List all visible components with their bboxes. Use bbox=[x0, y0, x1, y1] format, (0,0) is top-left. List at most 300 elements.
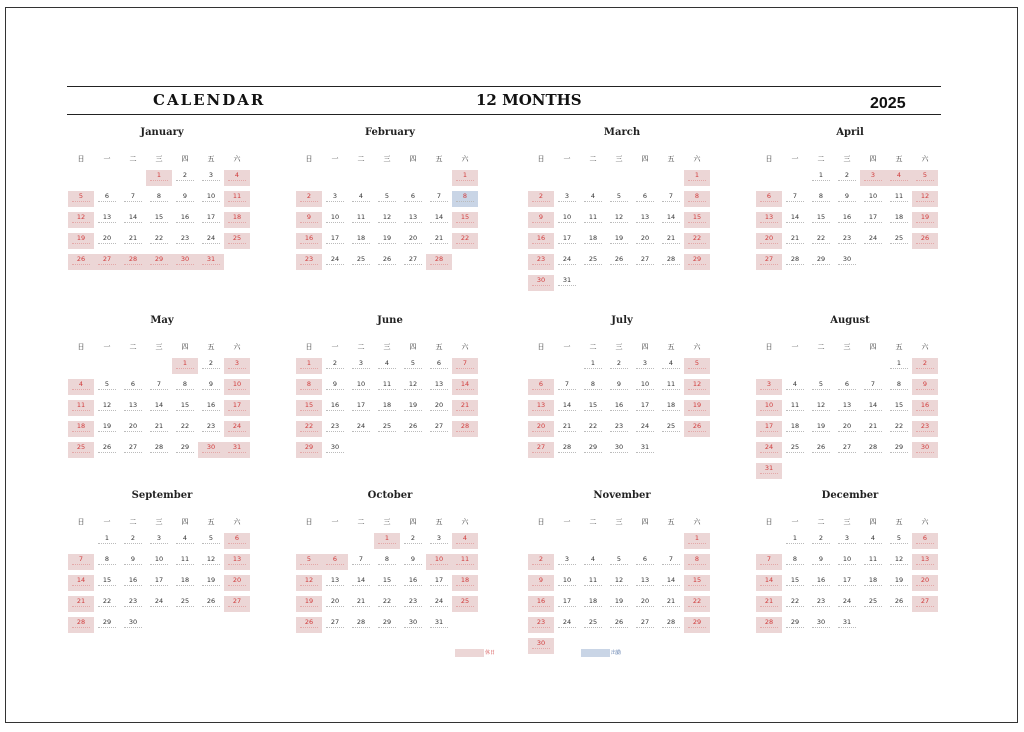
day-cell bbox=[632, 554, 658, 570]
day-cell bbox=[886, 533, 912, 549]
lunar-subtext bbox=[838, 264, 856, 266]
day-number: 26 bbox=[692, 422, 702, 430]
lunar-subtext bbox=[662, 243, 680, 245]
lunar-subtext bbox=[760, 410, 778, 412]
lunar-subtext bbox=[838, 222, 856, 224]
day-cell bbox=[684, 233, 710, 249]
day-cell bbox=[322, 617, 348, 633]
weekday-label: 五 bbox=[895, 155, 903, 163]
lunar-subtext bbox=[636, 452, 654, 454]
day-number: 15 bbox=[894, 401, 904, 409]
lunar-subtext bbox=[404, 264, 422, 266]
lunar-subtext bbox=[430, 585, 448, 587]
lunar-subtext bbox=[456, 585, 474, 587]
day-number: 14 bbox=[76, 576, 86, 584]
day-number: 9 bbox=[844, 192, 850, 200]
day-number: 5 bbox=[922, 171, 928, 179]
day-number: 12 bbox=[920, 192, 930, 200]
day-cell bbox=[452, 170, 478, 186]
day-number: 16 bbox=[128, 576, 138, 584]
lunar-subtext bbox=[98, 222, 116, 224]
day-number: 26 bbox=[920, 234, 930, 242]
day-cell bbox=[606, 191, 632, 207]
day-cell bbox=[68, 400, 94, 416]
day-cell bbox=[400, 233, 426, 249]
lunar-subtext bbox=[636, 606, 654, 608]
weekday-label: 五 bbox=[895, 343, 903, 351]
day-cell bbox=[808, 254, 834, 270]
day-number: 27 bbox=[232, 597, 242, 605]
lunar-subtext bbox=[456, 368, 474, 370]
day-cell bbox=[120, 421, 146, 437]
day-cell bbox=[452, 400, 478, 416]
day-number: 17 bbox=[764, 422, 774, 430]
day-cell bbox=[452, 379, 478, 395]
day-number: 24 bbox=[154, 597, 164, 605]
lunar-subtext bbox=[202, 180, 220, 182]
day-cell bbox=[606, 254, 632, 270]
day-number: 2 bbox=[410, 534, 416, 542]
day-cell bbox=[322, 421, 348, 437]
day-number: 6 bbox=[234, 534, 240, 542]
month-name: October bbox=[367, 490, 413, 501]
day-number: 23 bbox=[304, 255, 314, 263]
day-number: 28 bbox=[562, 443, 572, 451]
day-number: 11 bbox=[588, 213, 598, 221]
weekday-label: 日 bbox=[537, 155, 545, 163]
day-cell bbox=[120, 442, 146, 458]
day-number: 28 bbox=[128, 255, 138, 263]
day-number: 3 bbox=[358, 359, 364, 367]
day-cell bbox=[452, 533, 478, 549]
day-number: 5 bbox=[694, 359, 700, 367]
lunar-subtext bbox=[636, 410, 654, 412]
day-number: 10 bbox=[640, 380, 650, 388]
day-number: 3 bbox=[564, 192, 570, 200]
lunar-subtext bbox=[404, 627, 422, 629]
lunar-subtext bbox=[890, 389, 908, 391]
day-cell bbox=[348, 254, 374, 270]
lunar-subtext bbox=[838, 452, 856, 454]
lunar-subtext bbox=[228, 243, 246, 245]
day-cell bbox=[224, 400, 250, 416]
day-cell bbox=[886, 358, 912, 374]
months-title: 12 MONTHS bbox=[476, 91, 582, 109]
lunar-subtext bbox=[636, 222, 654, 224]
day-number: 9 bbox=[538, 576, 544, 584]
day-cell bbox=[94, 596, 120, 612]
lunar-subtext bbox=[532, 452, 550, 454]
day-number: 30 bbox=[816, 618, 826, 626]
day-cell bbox=[348, 358, 374, 374]
day-number: 30 bbox=[536, 276, 546, 284]
weekday-label: 五 bbox=[895, 518, 903, 526]
lunar-subtext bbox=[404, 564, 422, 566]
day-number: 17 bbox=[562, 234, 572, 242]
weekday-label: 六 bbox=[693, 155, 701, 163]
day-number: 26 bbox=[304, 618, 314, 626]
day-number: 9 bbox=[922, 380, 928, 388]
lunar-subtext bbox=[124, 564, 142, 566]
lunar-subtext bbox=[404, 431, 422, 433]
day-cell bbox=[580, 421, 606, 437]
day-cell bbox=[684, 400, 710, 416]
day-number: 6 bbox=[538, 380, 544, 388]
day-cell bbox=[68, 596, 94, 612]
day-cell bbox=[580, 212, 606, 228]
day-cell bbox=[886, 191, 912, 207]
day-cell bbox=[632, 358, 658, 374]
day-number: 22 bbox=[588, 422, 598, 430]
day-number: 5 bbox=[78, 192, 84, 200]
day-number: 6 bbox=[844, 380, 850, 388]
weekday-label: 二 bbox=[357, 155, 365, 163]
day-cell bbox=[684, 421, 710, 437]
day-cell bbox=[606, 596, 632, 612]
day-number: 1 bbox=[384, 534, 390, 542]
lunar-subtext bbox=[98, 543, 116, 545]
weekday-label: 六 bbox=[461, 343, 469, 351]
day-number: 25 bbox=[356, 255, 366, 263]
lunar-subtext bbox=[456, 222, 474, 224]
lunar-subtext bbox=[202, 431, 220, 433]
day-number: 22 bbox=[692, 234, 702, 242]
lunar-subtext bbox=[176, 264, 194, 266]
lunar-subtext bbox=[610, 431, 628, 433]
day-cell bbox=[860, 379, 886, 395]
day-cell bbox=[886, 442, 912, 458]
day-cell bbox=[912, 596, 938, 612]
day-cell bbox=[322, 575, 348, 591]
lunar-subtext bbox=[864, 564, 882, 566]
day-cell bbox=[400, 254, 426, 270]
lunar-subtext bbox=[558, 564, 576, 566]
day-cell bbox=[94, 191, 120, 207]
lunar-subtext bbox=[890, 410, 908, 412]
day-cell bbox=[528, 638, 554, 654]
day-cell bbox=[860, 400, 886, 416]
lunar-subtext bbox=[890, 543, 908, 545]
day-number: 11 bbox=[180, 555, 190, 563]
day-number: 20 bbox=[128, 422, 138, 430]
day-cell bbox=[554, 575, 580, 591]
day-number: 18 bbox=[180, 576, 190, 584]
lunar-subtext bbox=[456, 243, 474, 245]
day-cell bbox=[658, 575, 684, 591]
day-number: 11 bbox=[666, 380, 676, 388]
day-number: 1 bbox=[694, 171, 700, 179]
day-cell bbox=[452, 596, 478, 612]
day-number: 8 bbox=[104, 555, 110, 563]
day-number: 22 bbox=[382, 597, 392, 605]
day-number: 27 bbox=[536, 443, 546, 451]
day-cell bbox=[120, 379, 146, 395]
day-cell bbox=[296, 442, 322, 458]
day-number: 28 bbox=[76, 618, 86, 626]
day-cell bbox=[94, 379, 120, 395]
day-cell bbox=[580, 254, 606, 270]
lunar-subtext bbox=[610, 243, 628, 245]
day-number: 28 bbox=[154, 443, 164, 451]
day-number: 2 bbox=[538, 192, 544, 200]
day-cell bbox=[782, 421, 808, 437]
lunar-subtext bbox=[430, 243, 448, 245]
weekday-label: 三 bbox=[383, 343, 391, 351]
day-number: 20 bbox=[640, 234, 650, 242]
lunar-subtext bbox=[430, 564, 448, 566]
day-number: 4 bbox=[384, 359, 390, 367]
day-cell bbox=[782, 254, 808, 270]
day-cell bbox=[296, 212, 322, 228]
lunar-subtext bbox=[430, 543, 448, 545]
day-cell bbox=[684, 254, 710, 270]
day-number: 12 bbox=[206, 555, 216, 563]
lunar-subtext bbox=[326, 222, 344, 224]
lunar-subtext bbox=[98, 389, 116, 391]
lunar-subtext bbox=[352, 431, 370, 433]
day-number: 3 bbox=[564, 555, 570, 563]
day-number: 12 bbox=[816, 401, 826, 409]
lunar-subtext bbox=[176, 431, 194, 433]
month-name: December bbox=[821, 490, 879, 501]
day-number: 1 bbox=[694, 534, 700, 542]
day-number: 3 bbox=[436, 534, 442, 542]
day-number: 30 bbox=[920, 443, 930, 451]
day-cell bbox=[808, 617, 834, 633]
lunar-subtext bbox=[176, 201, 194, 203]
lunar-subtext bbox=[404, 410, 422, 412]
day-cell bbox=[374, 254, 400, 270]
lunar-subtext bbox=[864, 201, 882, 203]
day-number: 18 bbox=[588, 597, 598, 605]
day-cell bbox=[426, 575, 452, 591]
day-cell bbox=[374, 400, 400, 416]
day-number: 14 bbox=[128, 213, 138, 221]
day-cell bbox=[296, 379, 322, 395]
day-cell bbox=[120, 617, 146, 633]
day-cell bbox=[94, 212, 120, 228]
lunar-subtext bbox=[404, 606, 422, 608]
weekday-label: 六 bbox=[461, 518, 469, 526]
day-cell bbox=[756, 191, 782, 207]
day-number: 26 bbox=[382, 255, 392, 263]
day-cell bbox=[198, 233, 224, 249]
lunar-subtext bbox=[688, 627, 706, 629]
day-number: 12 bbox=[102, 401, 112, 409]
day-cell bbox=[296, 554, 322, 570]
day-cell bbox=[912, 379, 938, 395]
lunar-subtext bbox=[916, 368, 934, 370]
day-number: 24 bbox=[640, 422, 650, 430]
day-number: 9 bbox=[538, 213, 544, 221]
weekday-label: 四 bbox=[641, 343, 649, 351]
lunar-subtext bbox=[864, 410, 882, 412]
lunar-subtext bbox=[610, 452, 628, 454]
day-number: 6 bbox=[104, 192, 110, 200]
weekday-label: 日 bbox=[537, 343, 545, 351]
lunar-subtext bbox=[404, 543, 422, 545]
lunar-subtext bbox=[228, 180, 246, 182]
day-number: 18 bbox=[868, 576, 878, 584]
lunar-subtext bbox=[176, 180, 194, 182]
lunar-subtext bbox=[326, 264, 344, 266]
lunar-subtext bbox=[812, 585, 830, 587]
day-number: 10 bbox=[154, 555, 164, 563]
day-number: 8 bbox=[590, 380, 596, 388]
day-cell bbox=[580, 596, 606, 612]
day-cell bbox=[554, 275, 580, 291]
day-cell bbox=[528, 275, 554, 291]
lunar-subtext bbox=[786, 543, 804, 545]
day-cell bbox=[658, 254, 684, 270]
day-number: 10 bbox=[842, 555, 852, 563]
day-cell bbox=[834, 254, 860, 270]
day-cell bbox=[554, 379, 580, 395]
lunar-subtext bbox=[352, 627, 370, 629]
day-number: 31 bbox=[206, 255, 216, 263]
day-cell bbox=[426, 617, 452, 633]
day-number: 3 bbox=[766, 380, 772, 388]
day-cell bbox=[172, 358, 198, 374]
lunar-subtext bbox=[352, 389, 370, 391]
day-number: 19 bbox=[692, 401, 702, 409]
lunar-subtext bbox=[610, 389, 628, 391]
day-number: 15 bbox=[692, 576, 702, 584]
lunar-subtext bbox=[760, 201, 778, 203]
year-label: 2025 bbox=[870, 95, 906, 112]
lunar-subtext bbox=[404, 368, 422, 370]
lunar-subtext bbox=[124, 389, 142, 391]
day-cell bbox=[912, 554, 938, 570]
day-number: 26 bbox=[102, 443, 112, 451]
day-cell bbox=[912, 212, 938, 228]
lunar-subtext bbox=[124, 264, 142, 266]
day-cell bbox=[528, 212, 554, 228]
lunar-subtext bbox=[352, 264, 370, 266]
day-cell bbox=[658, 191, 684, 207]
weekday-label: 六 bbox=[233, 518, 241, 526]
day-cell bbox=[322, 358, 348, 374]
day-number: 19 bbox=[408, 401, 418, 409]
weekday-label: 一 bbox=[563, 518, 571, 526]
day-number: 11 bbox=[76, 401, 86, 409]
day-cell bbox=[658, 379, 684, 395]
lunar-subtext bbox=[72, 243, 90, 245]
day-number: 13 bbox=[232, 555, 242, 563]
day-number: 14 bbox=[434, 213, 444, 221]
day-number: 22 bbox=[790, 597, 800, 605]
day-cell bbox=[834, 191, 860, 207]
lunar-subtext bbox=[786, 564, 804, 566]
day-number: 14 bbox=[868, 401, 878, 409]
day-cell bbox=[554, 191, 580, 207]
lunar-subtext bbox=[378, 243, 396, 245]
day-number: 22 bbox=[154, 234, 164, 242]
day-cell bbox=[606, 554, 632, 570]
day-cell bbox=[426, 358, 452, 374]
month-name: April bbox=[836, 127, 864, 138]
day-cell bbox=[606, 379, 632, 395]
lunar-subtext bbox=[532, 264, 550, 266]
day-number: 8 bbox=[182, 380, 188, 388]
lunar-subtext bbox=[890, 431, 908, 433]
lunar-subtext bbox=[864, 243, 882, 245]
day-cell bbox=[756, 554, 782, 570]
day-cell bbox=[68, 617, 94, 633]
day-number: 21 bbox=[356, 597, 366, 605]
day-cell bbox=[348, 233, 374, 249]
day-cell bbox=[68, 379, 94, 395]
day-number: 10 bbox=[434, 555, 444, 563]
day-number: 14 bbox=[764, 576, 774, 584]
lunar-subtext bbox=[228, 585, 246, 587]
day-number: 4 bbox=[234, 171, 240, 179]
day-number: 7 bbox=[156, 380, 162, 388]
day-number: 12 bbox=[894, 555, 904, 563]
day-number: 24 bbox=[764, 443, 774, 451]
lunar-subtext bbox=[584, 201, 602, 203]
day-cell bbox=[834, 379, 860, 395]
lunar-subtext bbox=[558, 264, 576, 266]
lunar-subtext bbox=[378, 222, 396, 224]
day-number: 6 bbox=[922, 534, 928, 542]
month-name: May bbox=[150, 315, 174, 326]
day-cell bbox=[224, 379, 250, 395]
day-number: 15 bbox=[588, 401, 598, 409]
day-cell bbox=[348, 575, 374, 591]
lunar-subtext bbox=[176, 410, 194, 412]
day-cell bbox=[94, 421, 120, 437]
day-cell bbox=[94, 442, 120, 458]
lunar-subtext bbox=[378, 431, 396, 433]
day-cell bbox=[782, 554, 808, 570]
day-number: 25 bbox=[588, 618, 598, 626]
lunar-subtext bbox=[812, 222, 830, 224]
day-cell bbox=[554, 617, 580, 633]
lunar-subtext bbox=[812, 410, 830, 412]
lunar-subtext bbox=[456, 180, 474, 182]
day-cell bbox=[120, 575, 146, 591]
lunar-subtext bbox=[326, 627, 344, 629]
day-cell bbox=[808, 575, 834, 591]
lunar-subtext bbox=[98, 201, 116, 203]
day-cell bbox=[94, 400, 120, 416]
day-cell bbox=[374, 533, 400, 549]
day-number: 26 bbox=[408, 422, 418, 430]
day-cell bbox=[860, 596, 886, 612]
lunar-subtext bbox=[864, 389, 882, 391]
lunar-subtext bbox=[786, 627, 804, 629]
lunar-subtext bbox=[404, 243, 422, 245]
weekday-label: 一 bbox=[103, 155, 111, 163]
weekday-label: 一 bbox=[791, 518, 799, 526]
day-number: 12 bbox=[76, 213, 86, 221]
lunar-subtext bbox=[176, 606, 194, 608]
day-number: 16 bbox=[304, 234, 314, 242]
day-number: 9 bbox=[208, 380, 214, 388]
lunar-subtext bbox=[838, 543, 856, 545]
day-number: 8 bbox=[896, 380, 902, 388]
day-cell bbox=[860, 533, 886, 549]
day-cell bbox=[808, 400, 834, 416]
lunar-subtext bbox=[378, 585, 396, 587]
day-cell bbox=[860, 191, 886, 207]
weekday-label: 四 bbox=[869, 343, 877, 351]
day-cell bbox=[296, 596, 322, 612]
day-cell bbox=[296, 617, 322, 633]
day-number: 9 bbox=[332, 380, 338, 388]
day-cell bbox=[322, 442, 348, 458]
